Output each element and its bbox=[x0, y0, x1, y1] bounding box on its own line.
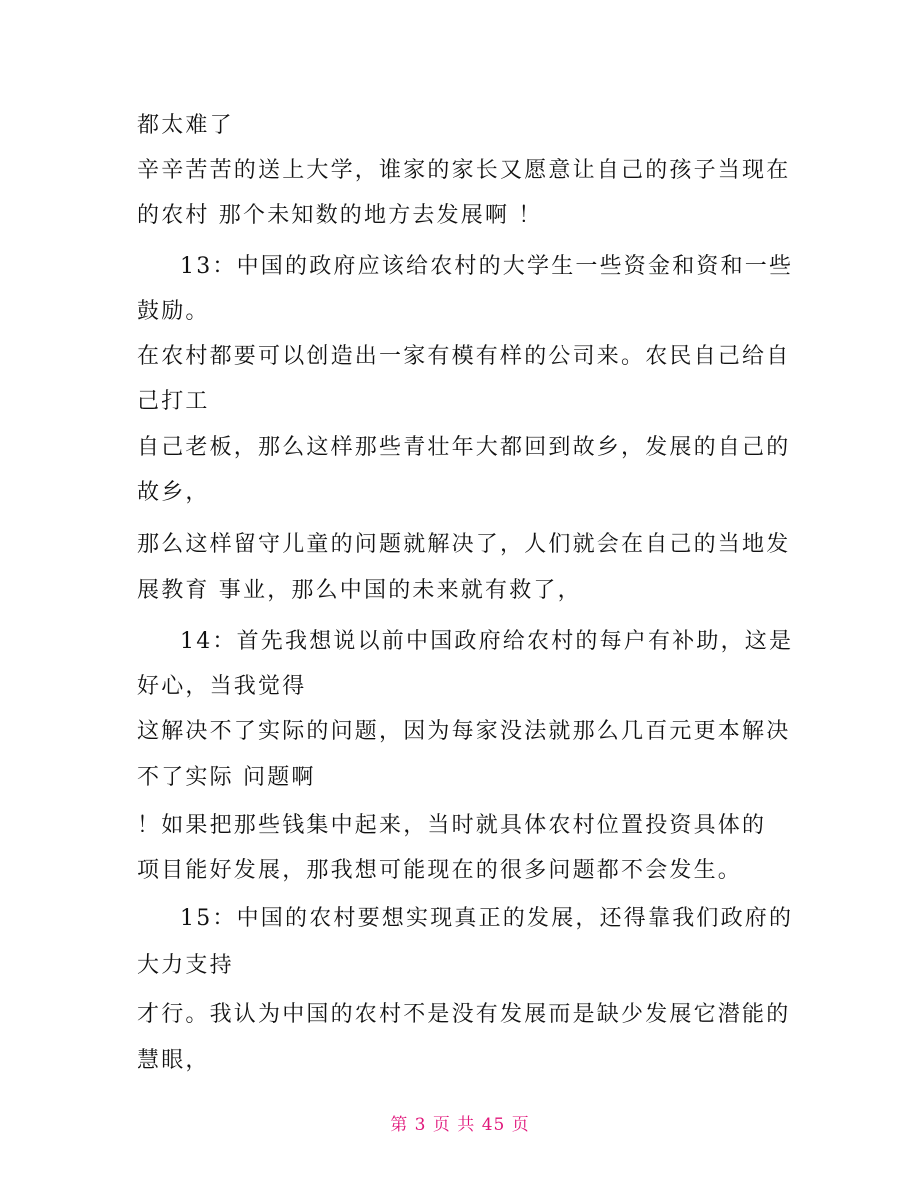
text-line: 不了实际 问题啊 bbox=[137, 765, 316, 790]
text-line: 在农村都要可以创造出一家有模有样的公司来。农民自己给自 bbox=[137, 344, 791, 369]
text-line: 慧眼， bbox=[137, 1048, 210, 1073]
text-line: 故乡， bbox=[137, 480, 210, 505]
paragraph-14-first-line: 14：首先我想说以前中国政府给农村的每户有补助，这是 bbox=[180, 629, 794, 654]
text-line: 那么这样留守儿童的问题就解决了，人们就会在自己的当地发 bbox=[137, 532, 791, 557]
text-line: 都太难了 bbox=[137, 113, 234, 138]
text-line: 这解决不了实际的问题，因为每家没法就那么几百元更本解决 bbox=[137, 719, 791, 744]
paragraph-15-first-line: 15：中国的农村要想实现真正的发展，还得靠我们政府的 bbox=[180, 906, 794, 931]
page-number-footer: 第 3 页 共 45 页 bbox=[390, 1115, 530, 1135]
text-line: 己打工 bbox=[137, 389, 210, 414]
text-line: 展教育 事业，那么中国的未来就有救了， bbox=[137, 578, 582, 603]
text-line: 好心，当我觉得 bbox=[137, 674, 307, 699]
text-line: 自己老板，那么这样那些青壮年大都回到故乡，发展的自己的 bbox=[137, 435, 791, 460]
text-line: 鼓励。 bbox=[137, 299, 210, 324]
text-line: 辛辛苦苦的送上大学，谁家的家长又愿意让自己的孩子当现在 bbox=[137, 158, 791, 183]
text-line: 大力支持 bbox=[137, 953, 234, 978]
text-line: 项目能好发展，那我想可能现在的很多问题都不会发生。 bbox=[137, 858, 743, 883]
paragraph-13-first-line: 13：中国的政府应该给农村的大学生一些资金和资和一些 bbox=[180, 254, 794, 279]
text-line: 才行。我认为中国的农村不是没有发展而是缺少发展它潜能的 bbox=[137, 1002, 791, 1027]
text-line: 的农村 那个未知数的地方去发展啊 ！ bbox=[137, 203, 543, 228]
text-line: ！如果把那些钱集中起来，当时就具体农村位置投资具体的 bbox=[137, 813, 767, 838]
